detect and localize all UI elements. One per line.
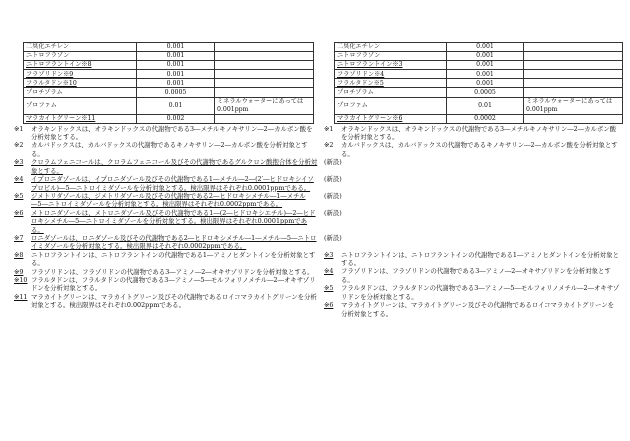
substance-name: 二臭化エチレン [335,43,447,52]
remark-cell [524,43,623,52]
footnote-label: ※2 [324,141,334,150]
substance-name: ニトロフラゾン [335,52,447,61]
residue-limit-table [334,42,623,124]
residue-limit-table [23,42,314,124]
footnote [14,175,318,192]
limit-value: 0.001 [137,43,215,52]
footnote-label: ※2 [14,141,24,150]
substance-name: マラカイトグリーン※11 [24,114,137,123]
footnote [14,141,318,158]
footnote-text: マラカイトグリーンは、マラカイトグリーン及びその代謝物であるロイコマラカイトグリーンを分析対象とする。検出限界はそれぞれ0.002ppmである。 [31,292,317,310]
footnote [14,268,318,276]
footnote [14,293,318,310]
table-row [24,114,314,123]
new-mark: (新設) [324,191,342,200]
footnote-text: ニトロフラントインは、ニトロフラントインの代謝物である1―アミノヒダントインを分析対象とする。 [31,250,316,268]
remark-cell [215,79,314,88]
footnote-label: ※7 [14,233,24,242]
footnote [14,276,318,293]
footnote [324,251,620,268]
footnote-text: クロラムフェニコールは、クロラムフェニコール及びその代謝物であるグルクロン酸抱合体を分析対象とする。 [31,158,318,175]
footnote [14,125,318,142]
new-mark: (新設) [324,233,342,242]
footnote-text: フラルタドンは、フラルタドンの代謝物である3―アミノ―5―モルフォリノメチル―2―オキサゾリドンを分析対象とする。 [31,275,316,293]
footnote [324,301,620,318]
substance-name: プロチゾラム [24,88,137,97]
limit-value: 0.001 [447,43,524,52]
footnote-text: フラゾリドンは、フラゾリドンの代謝物である3―アミノ―2―オキサゾリドンを分析対象とする。 [341,267,611,284]
table-row [24,43,314,52]
footnote [324,141,620,158]
limit-value: 0.002 [137,114,215,123]
substance-name: プロファム [335,97,447,114]
table-row [335,70,623,79]
limit-value: 0.001 [137,61,215,70]
remark-cell [524,88,623,97]
limit-value: 0.0005 [447,88,524,97]
table-row [24,97,314,114]
table-row [24,61,314,70]
footnote-label: ※11 [14,292,28,301]
footnote-text: イプロニダゾールは、イプロニダゾール及びその代謝物である1―メチル―2―(2′―ヒドロキシイソプロピル)―5―ニトロイミダゾールを分析対象とする。検出限界はそれぞれ0.0001ppmである。 [31,175,314,192]
table-row [24,70,314,79]
substance-name: ニトロフラゾン [24,52,137,61]
footnote-text: カルバドックスは、カルバドックスの代謝物であるキノキサリン―2―カルボン酸を分析対象とする。 [31,141,308,158]
table-row [335,79,623,88]
substance-name: フラゾリドン※4 [335,70,447,79]
limit-value: 0.01 [447,97,524,114]
limit-value: 0.001 [447,52,524,61]
footnote-label: ※5 [324,284,334,293]
footnote [14,209,318,234]
limit-value: 0.001 [137,52,215,61]
table-row [24,52,314,61]
table-row [24,88,314,97]
limit-value: 0.001 [447,70,524,79]
table-row [335,43,623,52]
table-row [335,52,623,61]
footnote [14,192,318,209]
footnote-label: ※4 [324,267,334,276]
table-row [24,79,314,88]
footnote-text: フラルタドンは、フラルタドンの代謝物である3―アミノ―5―モルフォリノメチル―2―オキサゾリドンを分析対象とする。 [341,284,620,301]
remark-cell [215,114,314,123]
footnote-label: ※1 [14,124,24,133]
footnote [324,267,620,284]
substance-name: 二臭化エチレン [24,43,137,52]
substance-name: フラルタドン※5 [335,79,447,88]
footnote-label: ※3 [324,250,334,259]
substance-name: フラゾリドン※9 [24,70,137,79]
limit-value: 0.0002 [447,114,524,123]
remark-cell [215,61,314,70]
substance-name: ニトロフラントイン※3 [335,61,447,70]
substance-name: ニトロフラントイン※8 [24,61,137,70]
footnote-text: ロニダゾールは、ロニダゾール及びその代謝物である2―ヒドロキシメチル―1―メチル―5―ニトロイミダゾールを分析対象とする。検出限界はそれぞれ0.0002ppmである。 [31,233,317,251]
footnote-text: ニトロフラントインは、ニトロフラントインの代謝物である1―アミノヒダントインを分析対象とする。 [341,250,619,268]
table-row [335,114,623,123]
footnote-label: ※1 [324,124,334,133]
footnote-text: カルバドックスは、カルバドックスの代謝物であるキノキサリン―2―カルボン酸を分析対象とする。 [341,141,618,158]
substance-name: プロチゾラム [335,88,447,97]
remark-cell [215,88,314,97]
footnote [324,284,620,301]
table-row [335,61,623,70]
revised-column [14,42,318,310]
table-row [335,88,623,97]
new-mark: (新設) [324,158,342,167]
footnote-text: マラカイトグリーンは、マラカイトグリーン及びその代謝物であるロイコマラカイトグリーンを分析対象とする。 [341,301,615,318]
footnote-label: ※6 [324,301,334,310]
footnote [14,251,318,268]
limit-value: 0.001 [447,79,524,88]
new-mark: (新設) [324,208,342,217]
footnotes [14,125,318,310]
remark-cell [524,114,623,123]
new-mark: (新設) [324,175,342,184]
remark-cell [215,43,314,52]
footnote-label: ※8 [14,250,24,259]
footnote [14,234,318,251]
footnote-label: ※9 [14,267,24,276]
footnote-label: ※6 [14,208,24,217]
footnote-text: メトロニダゾールは、メトロニダゾール及びその代謝物である1―(2―ヒドロキシエチル)―2―ヒドロキシメチル―5―ニトロイミダゾールを分析対象とする。検出限界はそれぞれ0.0001ppmである。 [31,208,316,234]
footnote [14,158,318,175]
limit-value: 0.001 [137,79,215,88]
footnote-text: オラキンドックスは、オラキンドックスの代謝物である3―メチルキノキサリン―2―カルボン酸を分析対象とする。 [341,124,617,142]
substance-name: フラルタドン※10 [24,79,137,88]
footnote [324,125,620,142]
limit-value: 0.01 [137,97,215,114]
substance-name: マラカイトグリーン※6 [335,114,447,123]
current-column [324,42,620,318]
limit-value: 0.001 [137,70,215,79]
limit-value: 0.0005 [137,88,215,97]
table-row [335,97,623,114]
remark-cell: ミネラルウォーターにあっては0.001ppm [215,97,314,114]
footnote-text: オラキンドックスは、オラキンドックスの代謝物である3―メチルキノキサリン―2―カルボン酸を分析対象とする。 [31,124,313,142]
footnote-text: ジメトリダゾールは、ジメトリダゾール及びその代謝物である2―ヒドロキシメチル―1―メチル―5―ニトロイミダゾールを分析対象とする。検出限界はそれぞれ0.0002ppmである。 [31,191,306,209]
substance-name: プロファム [24,97,137,114]
footnote-text: フラゾリドンは、フラゾリドンの代謝物である3―アミノ―2―オキサゾリドンを分析対象とする。 [31,267,314,276]
remark-cell: ミネラルウォーターにあっては0.001ppm [524,97,623,114]
limit-value: 0.001 [447,61,524,70]
footnote-label: ※3 [14,158,24,167]
remark-cell [524,61,623,70]
footnote-label: ※4 [14,175,24,184]
remark-cell [524,70,623,79]
remark-cell [524,79,623,88]
remark-cell [215,52,314,61]
footnote-label: ※5 [14,191,24,200]
remark-cell [524,52,623,61]
footnote-label: ※10 [14,275,28,284]
footnotes [324,125,620,318]
remark-cell [215,70,314,79]
